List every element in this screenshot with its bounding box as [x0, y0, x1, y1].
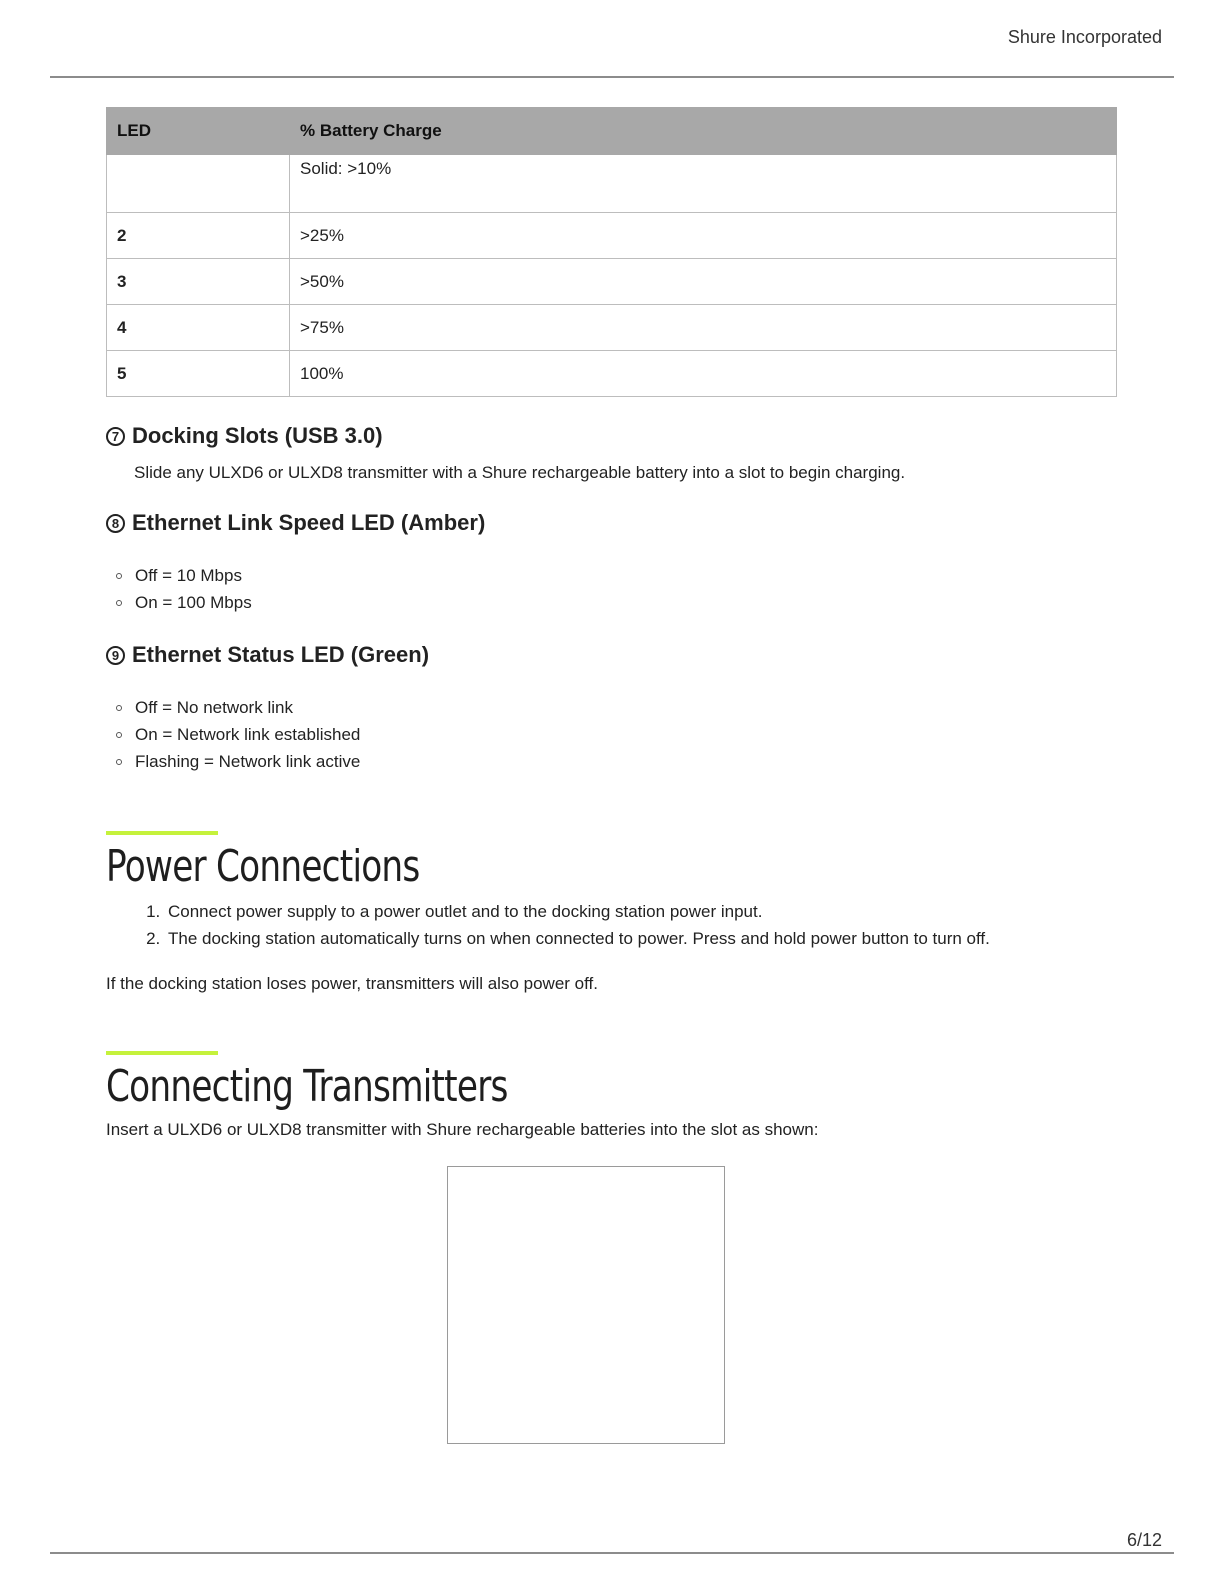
table-row [107, 213, 1117, 259]
section-accent-bar [106, 831, 218, 835]
bullet-icon [116, 759, 122, 765]
docking-slots-text: Slide any ULXD6 or ULXD8 transmitter with a Shure rechargeable battery into a slot to begin charging. [134, 463, 906, 482]
table-cell-led [107, 155, 290, 213]
callout-number-8-icon: 8 [106, 514, 125, 533]
power-loss-note: If the docking station loses power, transmitters will also power off. [106, 974, 598, 993]
table-row [107, 259, 1117, 305]
list-item: On = 100 Mbps [116, 589, 1117, 616]
table-row [107, 351, 1117, 397]
list-item: 1. Connect power supply to a power outlet and to the docking station power input. [165, 898, 1117, 925]
bullet-icon [116, 600, 122, 606]
table-header-battery-charge: % Battery Charge [290, 108, 1117, 155]
table-cell-charge: >25% [290, 213, 1117, 259]
table-cell-led: 2 [107, 213, 290, 259]
table-cell-led: 3 [107, 259, 290, 305]
ethernet-status-title: Ethernet Status LED (Green) [132, 642, 430, 667]
table-row [107, 155, 1117, 213]
transmitter-insertion-image [447, 1166, 725, 1444]
link-speed-list [106, 562, 1117, 616]
connecting-transmitters-text: Insert a ULXD6 or ULXD8 transmitter with Shure rechargeable batteries into the slot as shown: [106, 1120, 819, 1139]
list-item: Flashing = Network link active [116, 748, 1117, 775]
link-speed-heading [106, 510, 1117, 536]
table-header-led: LED [107, 108, 290, 155]
table-row [107, 305, 1117, 351]
connecting-transmitters-heading: Connecting Transmitters [106, 1061, 508, 1112]
bullet-icon [116, 573, 122, 579]
bullet-icon [116, 705, 122, 711]
list-item: 2. The docking station automatically turns on when connected to power. Press and hold power button to turn off. [165, 925, 1117, 952]
list-item: Off = No network link [116, 694, 1117, 721]
table-header-row [107, 108, 1117, 155]
power-connections-heading: Power Connections [106, 841, 420, 892]
page-number: 6/12 [1126, 1530, 1162, 1550]
ethernet-status-list [106, 694, 1117, 775]
table-cell-charge: Solid: >10% [290, 155, 1117, 213]
table-cell-led: 5 [107, 351, 290, 397]
table-cell-charge: >50% [290, 259, 1117, 305]
docking-slots-title: Docking Slots (USB 3.0) [132, 423, 383, 448]
bullet-icon [116, 732, 122, 738]
footer-divider [50, 1552, 1174, 1554]
list-item: On = Network link established [116, 721, 1117, 748]
link-speed-title: Ethernet Link Speed LED (Amber) [132, 510, 486, 535]
callout-number-9-icon: 9 [106, 646, 125, 665]
table-cell-charge: >75% [290, 305, 1117, 351]
ethernet-status-heading [106, 642, 1117, 668]
table-cell-led: 4 [107, 305, 290, 351]
header-divider [50, 76, 1174, 78]
header-company-name: Shure Incorporated [1007, 27, 1162, 47]
power-steps-list [106, 898, 1117, 952]
list-item: Off = 10 Mbps [116, 562, 1117, 589]
section-accent-bar [106, 1051, 218, 1055]
docking-slots-heading [106, 423, 1117, 449]
callout-number-7-icon: 7 [106, 427, 125, 446]
led-battery-table [106, 107, 1117, 397]
table-cell-charge: 100% [290, 351, 1117, 397]
page-content [106, 107, 1117, 1444]
